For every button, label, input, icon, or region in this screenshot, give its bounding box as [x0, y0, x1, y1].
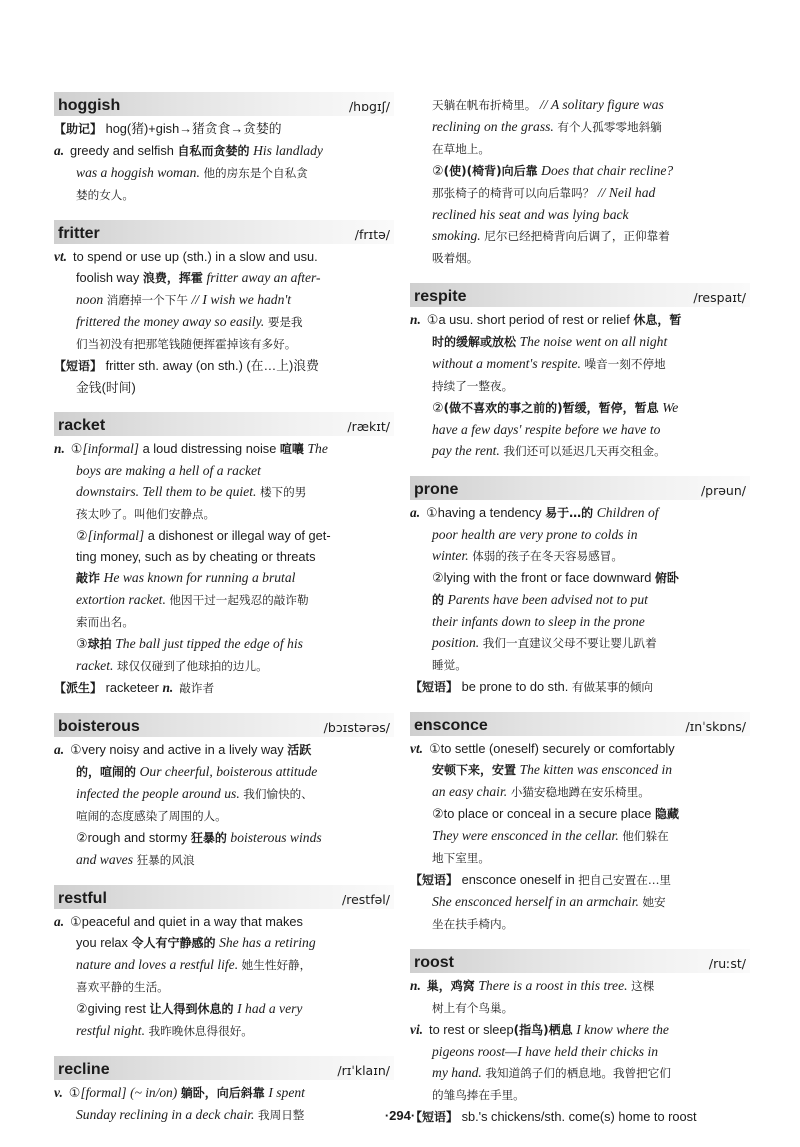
example: boisterous winds: [230, 830, 322, 845]
example-line: [54, 503, 394, 525]
example-line: [410, 440, 750, 462]
definition-en: a usu. short period of rest or relief: [438, 312, 630, 327]
phrase-text: sb.'s chickens/sth. come(s) home to roost: [461, 1109, 697, 1124]
example-line: [54, 976, 394, 998]
example-translation: 我们愉快的、: [243, 787, 313, 801]
definition-cn: (指鸟)栖息: [513, 1023, 573, 1037]
sense-number: ②: [76, 528, 88, 543]
phonetic: /frɪtə/: [354, 227, 390, 242]
definition-cn: 令人有宁静感的: [131, 936, 216, 950]
sense-number: ②: [432, 806, 444, 821]
example: smoking.: [432, 228, 481, 243]
entry-roost: [410, 949, 750, 1128]
example-translation: 那张椅子的椅背可以向后靠吗？: [432, 186, 595, 200]
phrase-line: [410, 869, 750, 891]
mnemonic-tag: 【助记】: [54, 122, 103, 136]
derivative-word: racketeer: [105, 680, 159, 695]
example-line: [54, 162, 394, 184]
example-translation: 小猫安稳地蹲在安乐椅里。: [510, 785, 650, 799]
sense-number: ②: [76, 1001, 88, 1016]
example-translation: 索而出名。: [76, 615, 134, 629]
example: // Neil had: [597, 185, 656, 200]
example-translation: 噪音一刻不停地: [584, 357, 666, 371]
example: His landlady: [253, 143, 323, 158]
definition-en: a loud distressing noise: [142, 441, 277, 456]
sense-number: ①: [426, 505, 438, 520]
usage-label: [formal]: [80, 1085, 127, 1100]
mnemonic-text: hog(猪)+gish→猪贪食→贪婪的: [105, 121, 282, 136]
example-line: [410, 138, 750, 160]
sense-line: [410, 309, 750, 331]
example: reclined his seat and was lying back: [432, 207, 629, 222]
example: The kitten was ensconced in: [519, 762, 673, 777]
example-line: [54, 333, 394, 355]
definition-line: [54, 246, 394, 267]
definition-line: [54, 546, 394, 567]
example-translation: 她安: [642, 895, 666, 909]
definition-cn: (使)(椅背)向后靠: [443, 164, 538, 178]
example-translation: 有个人孤零零地斜躺: [557, 120, 662, 134]
example-line: [54, 783, 394, 805]
part-of-speech: vt.: [54, 249, 68, 264]
part-of-speech: n.: [410, 978, 421, 993]
example-translation: 他们躲在: [622, 829, 669, 843]
part-of-speech: vi.: [410, 1022, 424, 1037]
sense-number: ①: [70, 742, 82, 757]
entry-header: [410, 712, 750, 736]
example: an easy chair.: [432, 784, 508, 799]
example-translation: 在草地上。: [432, 142, 490, 156]
usage-pattern: (~ in/on): [130, 1085, 178, 1100]
phonetic: /ɪnˈskɒns/: [685, 719, 746, 734]
sense-line: [410, 567, 750, 589]
example: was a hoggish woman.: [76, 165, 200, 180]
page-number: ·294·: [384, 1108, 416, 1123]
example-line: [54, 1020, 394, 1042]
definition-en: ting money, such as by cheating or threats: [76, 549, 316, 564]
entry-hoggish: [54, 92, 394, 206]
example-line: [410, 781, 750, 803]
entry-fritter: [54, 220, 394, 398]
definition-en: having a tendency: [437, 505, 542, 520]
definition-cn: 隐藏: [654, 807, 679, 821]
example-translation: 尼尔已经把椅背向后调了，正仰靠着: [484, 229, 670, 243]
example-translation: 的雏鸟捧在手里。: [432, 1088, 525, 1102]
definition-en: to rest or sleep: [429, 1022, 514, 1037]
definition-en: you relax: [76, 935, 128, 950]
example-translation: 体弱的孩子在冬天容易感冒。: [472, 549, 623, 563]
definition-line: [54, 140, 394, 162]
example-translation: 持续了一整夜。: [432, 379, 514, 393]
sense-number: ①: [426, 312, 439, 327]
example-translation: 坐在扶手椅内。: [432, 917, 514, 931]
example: without a moment's respite.: [432, 356, 581, 371]
sense-line: [54, 525, 394, 546]
sense-line: [410, 502, 750, 524]
sense-line: [410, 975, 750, 997]
example-translation: 们当初没有把那笔钱随便挥霍掉该有多好。: [76, 337, 297, 351]
part-of-speech: v.: [54, 1085, 63, 1100]
example: poor health are very prone to colds in: [432, 527, 638, 542]
entry-restful: [54, 885, 394, 1042]
phrase-text: 金钱(时间): [76, 380, 136, 395]
example-line: [54, 611, 394, 633]
definition-en: to place or conceal in a secure place: [443, 806, 652, 821]
example: racket.: [76, 658, 114, 673]
entry-header: [54, 713, 394, 737]
phrase-tag: 【短语】: [410, 1110, 459, 1124]
headword: recline: [58, 1061, 110, 1078]
part-of-speech: n.: [410, 312, 421, 327]
example-translation: 吸着烟。: [432, 251, 479, 265]
sense-number: ①: [429, 741, 441, 756]
definition-cn: 浪费，挥霍: [142, 271, 203, 285]
example-line: [410, 611, 750, 632]
example: downstairs. Tell them to be quiet.: [76, 484, 257, 499]
entry-header: [410, 476, 750, 500]
definition-en: to settle (oneself) securely or comfortably: [440, 741, 675, 756]
phrase-line: [54, 355, 394, 377]
example: I spent: [268, 1085, 305, 1100]
example-translation: 消磨掉一个下午: [106, 293, 188, 307]
definition-cn: 的: [432, 593, 445, 607]
example-line: [410, 116, 750, 138]
headword: ensconce: [414, 717, 488, 734]
example-translation: 我知道鸽子们的栖息地。我曾把它们: [485, 1066, 671, 1080]
example: They were ensconced in the cellar.: [432, 828, 619, 843]
example: and waves: [76, 852, 134, 867]
example: pay the rent.: [432, 443, 500, 458]
example: extortion racket.: [76, 592, 166, 607]
sense-number: ②: [432, 163, 444, 178]
phonetic: /rɪˈklaɪn/: [337, 1063, 390, 1078]
example: He was known for running a brutal: [103, 570, 296, 585]
sense-line: [54, 739, 394, 761]
sense-line: [410, 738, 750, 759]
example: We: [662, 400, 679, 415]
example: I know where the: [576, 1022, 669, 1037]
example: their infants down to sleep in the prone: [432, 614, 645, 629]
example: Our cheerful, boisterous attitude: [139, 764, 318, 779]
example-line: [54, 567, 394, 589]
example-line: [410, 913, 750, 935]
example: She has a retiring: [219, 935, 316, 950]
example-line: [410, 1041, 750, 1062]
example-line: [410, 847, 750, 869]
definition-cn: 狂暴的: [190, 831, 227, 845]
example: noon: [76, 292, 104, 307]
example-translation: 狂暴的风浪: [136, 853, 195, 867]
sense-number: ③: [76, 636, 88, 651]
example-line: [410, 545, 750, 567]
entry-racket: [54, 412, 394, 699]
part-of-speech: a.: [410, 505, 421, 520]
example: She ensconced herself in an armchair.: [432, 894, 639, 909]
example: The: [307, 441, 328, 456]
example-translation: 他因干过一起残忍的敲诈勒: [169, 593, 309, 607]
example-translation: 喧闹的态度感染了周围的人。: [76, 809, 227, 823]
entry-ensconce: [410, 712, 750, 935]
definition-cn: 易于…的: [545, 506, 594, 520]
entry-recline-continued: [410, 94, 750, 269]
definition-line: [410, 589, 750, 611]
definition-en: foolish way: [76, 270, 140, 285]
example-translation: 我周日整: [258, 1108, 305, 1122]
definition-cn: 球拍: [87, 637, 112, 651]
phrase-line: [54, 377, 394, 398]
definition-line: [54, 267, 394, 289]
example-line: [410, 247, 750, 269]
definition-cn: 俯卧: [654, 571, 679, 585]
example-translation: 我们还可以延迟几天再交租金。: [503, 444, 666, 458]
phonetic: /restfəl/: [342, 892, 390, 907]
definition-en: lying with the front or face downward: [443, 570, 652, 585]
headword: roost: [414, 954, 454, 971]
phonetic: /rækɪt/: [347, 419, 390, 434]
usage-label: [informal]: [82, 441, 140, 456]
sense-line: [54, 998, 394, 1020]
entry-header: [54, 1056, 394, 1080]
example-translation: 这棵: [631, 979, 655, 993]
definition-cn: 休息，暂: [633, 313, 682, 327]
phonetic: /bɔɪstərəs/: [323, 720, 390, 735]
part-of-speech: a.: [54, 143, 65, 158]
example-line: [410, 891, 750, 913]
example: nature and loves a restful life.: [76, 957, 239, 972]
sense-line: [54, 911, 394, 932]
example-line: [54, 954, 394, 976]
example-translation: 我们一直建议父母不要让婴儿趴着: [482, 636, 657, 650]
example: I had a very: [237, 1001, 303, 1016]
sense-number: ②: [432, 400, 444, 415]
definition-line: [410, 759, 750, 781]
example: Parents have been advised not to put: [447, 592, 648, 607]
example: // A solitary figure was: [539, 97, 664, 112]
part-of-speech: n.: [162, 680, 174, 695]
sense-line: [54, 827, 394, 849]
entry-header: [54, 92, 394, 116]
example-translation: 喜欢平静的生活。: [76, 980, 169, 994]
headword: respite: [414, 288, 467, 305]
example-translation: 我昨晚休息得很好。: [148, 1024, 253, 1038]
sense-line: [410, 803, 750, 825]
part-of-speech: a.: [54, 914, 65, 929]
example-line: [410, 997, 750, 1019]
example: Does that chair recline?: [541, 163, 674, 178]
example: position.: [432, 635, 480, 650]
definition-en: to spend or use up (sth.) in a slow and usu.: [73, 249, 318, 264]
phrase-line: [410, 676, 750, 698]
derivative-cn: 敲诈者: [179, 681, 215, 695]
example: Sunday reclining in a deck chair.: [76, 1107, 255, 1122]
definition-cn: 自私而贪婪的: [177, 144, 250, 158]
example-line: [410, 524, 750, 545]
headword: fritter: [58, 225, 100, 242]
phonetic: /hɒgɪʃ/: [348, 99, 390, 114]
example: winter.: [432, 548, 469, 563]
example-translation: 要是我: [267, 315, 303, 329]
definition-line: [410, 331, 750, 353]
example-translation: 他的房东是个自私贪: [203, 166, 308, 180]
example-line: [54, 460, 394, 481]
example-line: [410, 182, 750, 204]
phrase-tag: 【短语】: [54, 359, 103, 373]
phrase-text: be prone to do sth.: [461, 679, 569, 694]
sense-number: ②: [76, 830, 88, 845]
sense-line: [54, 633, 394, 655]
example-translation: 婪的女人。: [76, 188, 134, 202]
right-column: [410, 94, 750, 1142]
example-line: [410, 204, 750, 225]
definition-en: peaceful and quiet in a way that makes: [81, 914, 303, 929]
sense-line: [410, 160, 750, 182]
definition-en: greedy and selfish: [70, 143, 174, 158]
example: // I wish we hadn't: [191, 292, 292, 307]
definition-cn: 敲诈: [76, 571, 101, 585]
example-line: [410, 419, 750, 440]
entry-header: [410, 283, 750, 307]
sense-number: ①: [70, 914, 82, 929]
example: infected the people around us.: [76, 786, 240, 801]
example-line: [410, 94, 750, 116]
entry-respite: [410, 283, 750, 462]
definition-cn: (做不喜欢的事之前的)暂缓，暂停，暂息: [443, 401, 659, 415]
definition-cn: 安顿下来，安置: [432, 763, 517, 777]
definition-cn: 的，喧闹的: [76, 765, 137, 779]
entry-boisterous: [54, 713, 394, 871]
example-line: [54, 849, 394, 871]
entry-header: [410, 949, 750, 973]
sense-line: [54, 438, 394, 460]
headword: restful: [58, 890, 107, 907]
sense-number: ②: [432, 570, 444, 585]
definition-line: [54, 761, 394, 783]
phonetic: /respaɪt/: [693, 290, 746, 305]
example: The ball just tipped the edge of his: [115, 636, 303, 651]
sense-line: [410, 397, 750, 419]
phrase-tag: 【短语】: [410, 680, 459, 694]
phrase-translation: 把自己安置在…里: [578, 873, 672, 887]
phonetic: /ruːst/: [708, 956, 746, 971]
example-line: [410, 1062, 750, 1084]
example: restful night.: [76, 1023, 145, 1038]
example-translation: 球仅仅碰到了他球拍的边儿。: [116, 659, 268, 673]
example-translation: 孩太吵了。叫他们安静点。: [76, 507, 216, 521]
example-translation: 地下室里。: [432, 851, 490, 865]
definition-cn: 让人得到休息的: [149, 1002, 234, 1016]
derivative-line: [54, 677, 394, 699]
example-translation: 她生性好静，: [241, 958, 312, 972]
derivative-tag: 【派生】: [54, 681, 103, 695]
definition-cn: 活跃: [287, 743, 312, 757]
example-line: [54, 805, 394, 827]
example-line: [54, 655, 394, 677]
example-line: [410, 825, 750, 847]
example: pigeons roost—I have held their chicks in: [432, 1044, 659, 1059]
example-line: [410, 375, 750, 397]
example-line: [54, 311, 394, 333]
part-of-speech: n.: [54, 441, 65, 456]
definition-cn: 巢，鸡窝: [426, 979, 475, 993]
left-column: [54, 92, 394, 1140]
example-line: [410, 1084, 750, 1106]
example-line: [54, 481, 394, 503]
definition-cn: 躺卧，向后斜靠: [180, 1086, 265, 1100]
entry-header: [54, 885, 394, 909]
phonetic: /prəun/: [700, 483, 746, 498]
example: have a few days' respite before we have to: [432, 422, 661, 437]
sense-number: ①: [68, 1085, 81, 1100]
entry-prone: [410, 476, 750, 698]
example: The noise went on all night: [519, 334, 668, 349]
example-line: [54, 289, 394, 311]
example-line: [54, 184, 394, 206]
example: reclining on the grass.: [432, 119, 554, 134]
example: my hand.: [432, 1065, 482, 1080]
example: Children of: [596, 505, 659, 520]
entry-header: [54, 220, 394, 244]
definition-cn: 喧嚷: [279, 442, 304, 456]
definition-en: very noisy and active in a lively way: [81, 742, 284, 757]
example-translation: 树上有个鸟巢。: [432, 1001, 514, 1015]
entry-header: [54, 412, 394, 436]
example: fritter away an after-: [206, 270, 321, 285]
part-of-speech: vt.: [410, 741, 424, 756]
phrase-text: ensconce oneself in: [461, 872, 575, 887]
example: boys are making a hell of a racket: [76, 463, 261, 478]
headword: hoggish: [58, 97, 121, 114]
headword: prone: [414, 481, 459, 498]
phrase-tag: 【短语】: [410, 873, 459, 887]
example-translation: 楼下的男: [259, 485, 307, 499]
phrase-text: fritter sth. away (on sth.) (在…上)浪费: [105, 358, 319, 373]
definition-en: a dishonest or illegal way of get-: [147, 528, 331, 543]
example: There is a roost in this tree.: [478, 978, 628, 993]
sense-line: [410, 1019, 750, 1041]
definition-cn: 时的缓解或放松: [432, 335, 517, 349]
definition-en: giving rest: [87, 1001, 146, 1016]
mnemonic-line: [54, 118, 394, 140]
sense-number: ①: [70, 441, 83, 456]
example-translation: 天躺在帆布折椅里。: [432, 98, 537, 112]
usage-label: [informal]: [87, 528, 145, 543]
example-line: [410, 632, 750, 654]
headword: racket: [58, 417, 106, 434]
headword: boisterous: [58, 718, 140, 735]
sense-line: [54, 1082, 394, 1104]
definition-line: [54, 932, 394, 954]
part-of-speech: a.: [54, 742, 65, 757]
phrase-translation: 有做某事的倾向: [571, 680, 654, 694]
example-line: [410, 654, 750, 676]
example-translation: 睡觉。: [432, 658, 467, 672]
example-line: [410, 225, 750, 247]
example-line: [410, 353, 750, 375]
example: frittered the money away so easily.: [76, 314, 265, 329]
example-line: [54, 589, 394, 611]
definition-en: rough and stormy: [87, 830, 188, 845]
